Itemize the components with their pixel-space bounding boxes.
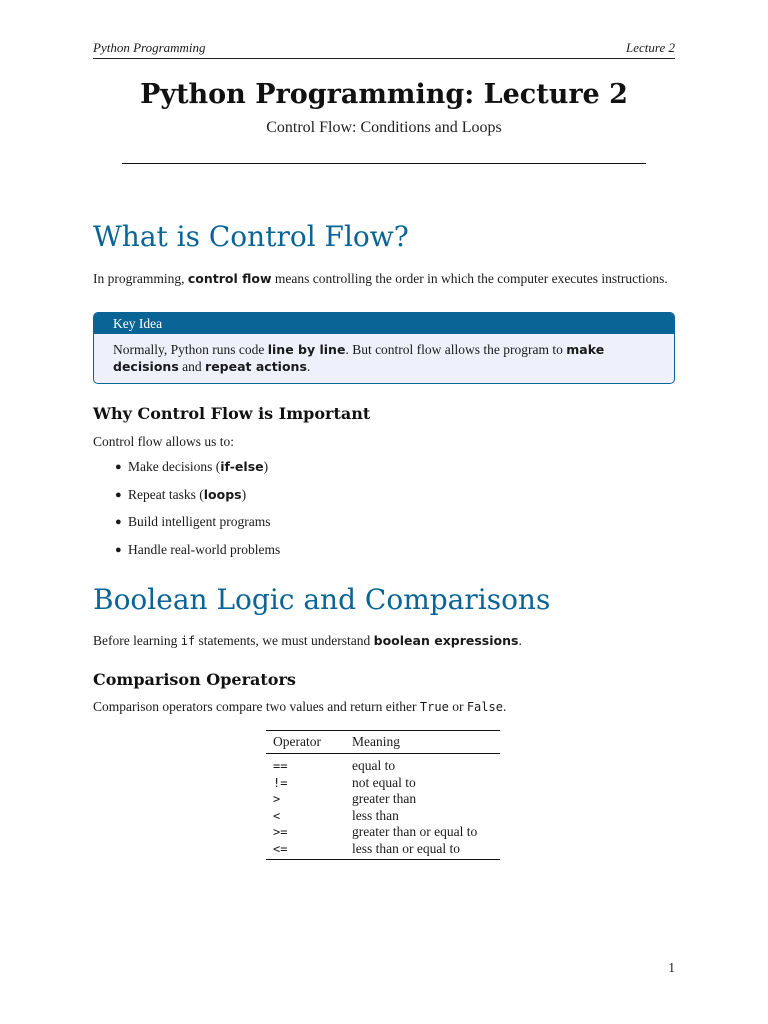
table-cell-meaning: less than bbox=[352, 807, 399, 823]
table-row bbox=[266, 824, 500, 841]
list-item-text: Build intelligent programs bbox=[128, 514, 271, 530]
bullet-icon: ● bbox=[115, 516, 122, 529]
table-row bbox=[266, 791, 500, 808]
key-idea-bold: line by line bbox=[267, 342, 346, 357]
table-header-row bbox=[266, 731, 500, 754]
page-number: 1 bbox=[668, 960, 675, 975]
intro-text-end: means controlling the order in which the computer executes instructions. bbox=[271, 271, 668, 286]
intro-text: statements, we must understand bbox=[195, 633, 374, 648]
subsection-title-why-important: Why Control Flow is Important bbox=[93, 404, 371, 423]
table-cell-operator: >= bbox=[273, 825, 288, 839]
table-cell-meaning: equal to bbox=[352, 758, 396, 773]
list-item-bold: loops bbox=[203, 486, 242, 502]
subsection-lead: Control flow allows us to: bbox=[93, 434, 234, 449]
intro-bold-term: control flow bbox=[187, 271, 272, 286]
running-header-right: Lecture 2 bbox=[626, 40, 675, 55]
key-idea-text: . But control flow allows the program to bbox=[345, 342, 567, 357]
document-title: Python Programming: Lecture 2 bbox=[140, 79, 628, 110]
list-item bbox=[113, 458, 280, 486]
key-idea-body bbox=[94, 334, 674, 375]
table-header-meaning: Meaning bbox=[352, 731, 500, 754]
table-cell-operator: == bbox=[273, 759, 288, 773]
intro-bold-term: boolean expressions bbox=[373, 633, 519, 648]
table-cell-meaning: greater than bbox=[352, 791, 417, 806]
intro-text: In programming, bbox=[93, 271, 188, 286]
running-header-left: Python Programming bbox=[93, 40, 206, 55]
comparison-operators-table bbox=[266, 730, 500, 860]
key-idea-bold: make decisions bbox=[113, 342, 605, 374]
key-idea-bold: repeat actions bbox=[205, 359, 307, 374]
list-item-bold: if-else bbox=[220, 459, 264, 474]
list-item bbox=[113, 541, 280, 569]
table-cell-meaning: greater than or equal to bbox=[352, 824, 478, 839]
table-cell-meaning: not equal to bbox=[352, 774, 416, 790]
table-cell-operator: <= bbox=[266, 841, 352, 860]
lead-text-end: . bbox=[502, 699, 507, 714]
key-idea-box bbox=[93, 312, 675, 384]
table-cell-operator: != bbox=[273, 775, 288, 790]
bullet-icon: ● bbox=[115, 461, 122, 473]
table-row bbox=[266, 775, 500, 792]
list-item-text-end: ) bbox=[263, 459, 269, 474]
table-row bbox=[266, 808, 500, 825]
list-item-text-end: ) bbox=[241, 486, 247, 502]
table-header-operator: Operator bbox=[266, 731, 352, 754]
intro-text: Before learning bbox=[93, 633, 181, 648]
list-item bbox=[113, 486, 280, 514]
intro-text-end: . bbox=[518, 633, 522, 648]
table-cell-meaning: less than or equal to bbox=[352, 841, 500, 860]
key-idea-text: . bbox=[306, 359, 311, 374]
list-item-text: Handle real-world problems bbox=[128, 541, 281, 557]
inline-code: if bbox=[180, 634, 196, 648]
list-item bbox=[113, 513, 280, 541]
title-rule bbox=[122, 163, 646, 164]
table-cell-operator: > bbox=[273, 792, 281, 806]
table-row bbox=[266, 754, 500, 775]
subsection-title-comparison-operators: Comparison Operators bbox=[93, 670, 296, 689]
key-idea-text: and bbox=[178, 359, 206, 374]
bullet-icon: ● bbox=[115, 543, 122, 556]
bullet-list bbox=[113, 458, 280, 568]
bullet-icon: ● bbox=[115, 488, 122, 501]
inline-code: False bbox=[466, 700, 503, 714]
comparison-lead bbox=[93, 698, 675, 716]
document-subtitle: Control Flow: Conditions and Loops bbox=[266, 119, 502, 136]
lead-text: or bbox=[448, 699, 467, 714]
lead-text: Comparison operators compare two values and return either bbox=[93, 699, 420, 714]
inline-code: True bbox=[419, 700, 449, 714]
section1-intro bbox=[93, 270, 675, 287]
section-title-boolean-logic: Boolean Logic and Comparisons bbox=[93, 583, 551, 616]
key-idea-text: Normally, Python runs code bbox=[113, 342, 268, 357]
key-idea-heading: Key Idea bbox=[94, 313, 674, 334]
list-item-text: Repeat tasks ( bbox=[128, 486, 204, 502]
table-row bbox=[266, 841, 500, 860]
table-cell-operator: < bbox=[273, 808, 281, 823]
running-header bbox=[93, 40, 675, 59]
list-item-text: Make decisions ( bbox=[128, 459, 221, 474]
section-title-control-flow: What is Control Flow? bbox=[93, 220, 409, 253]
section2-intro bbox=[93, 632, 675, 650]
